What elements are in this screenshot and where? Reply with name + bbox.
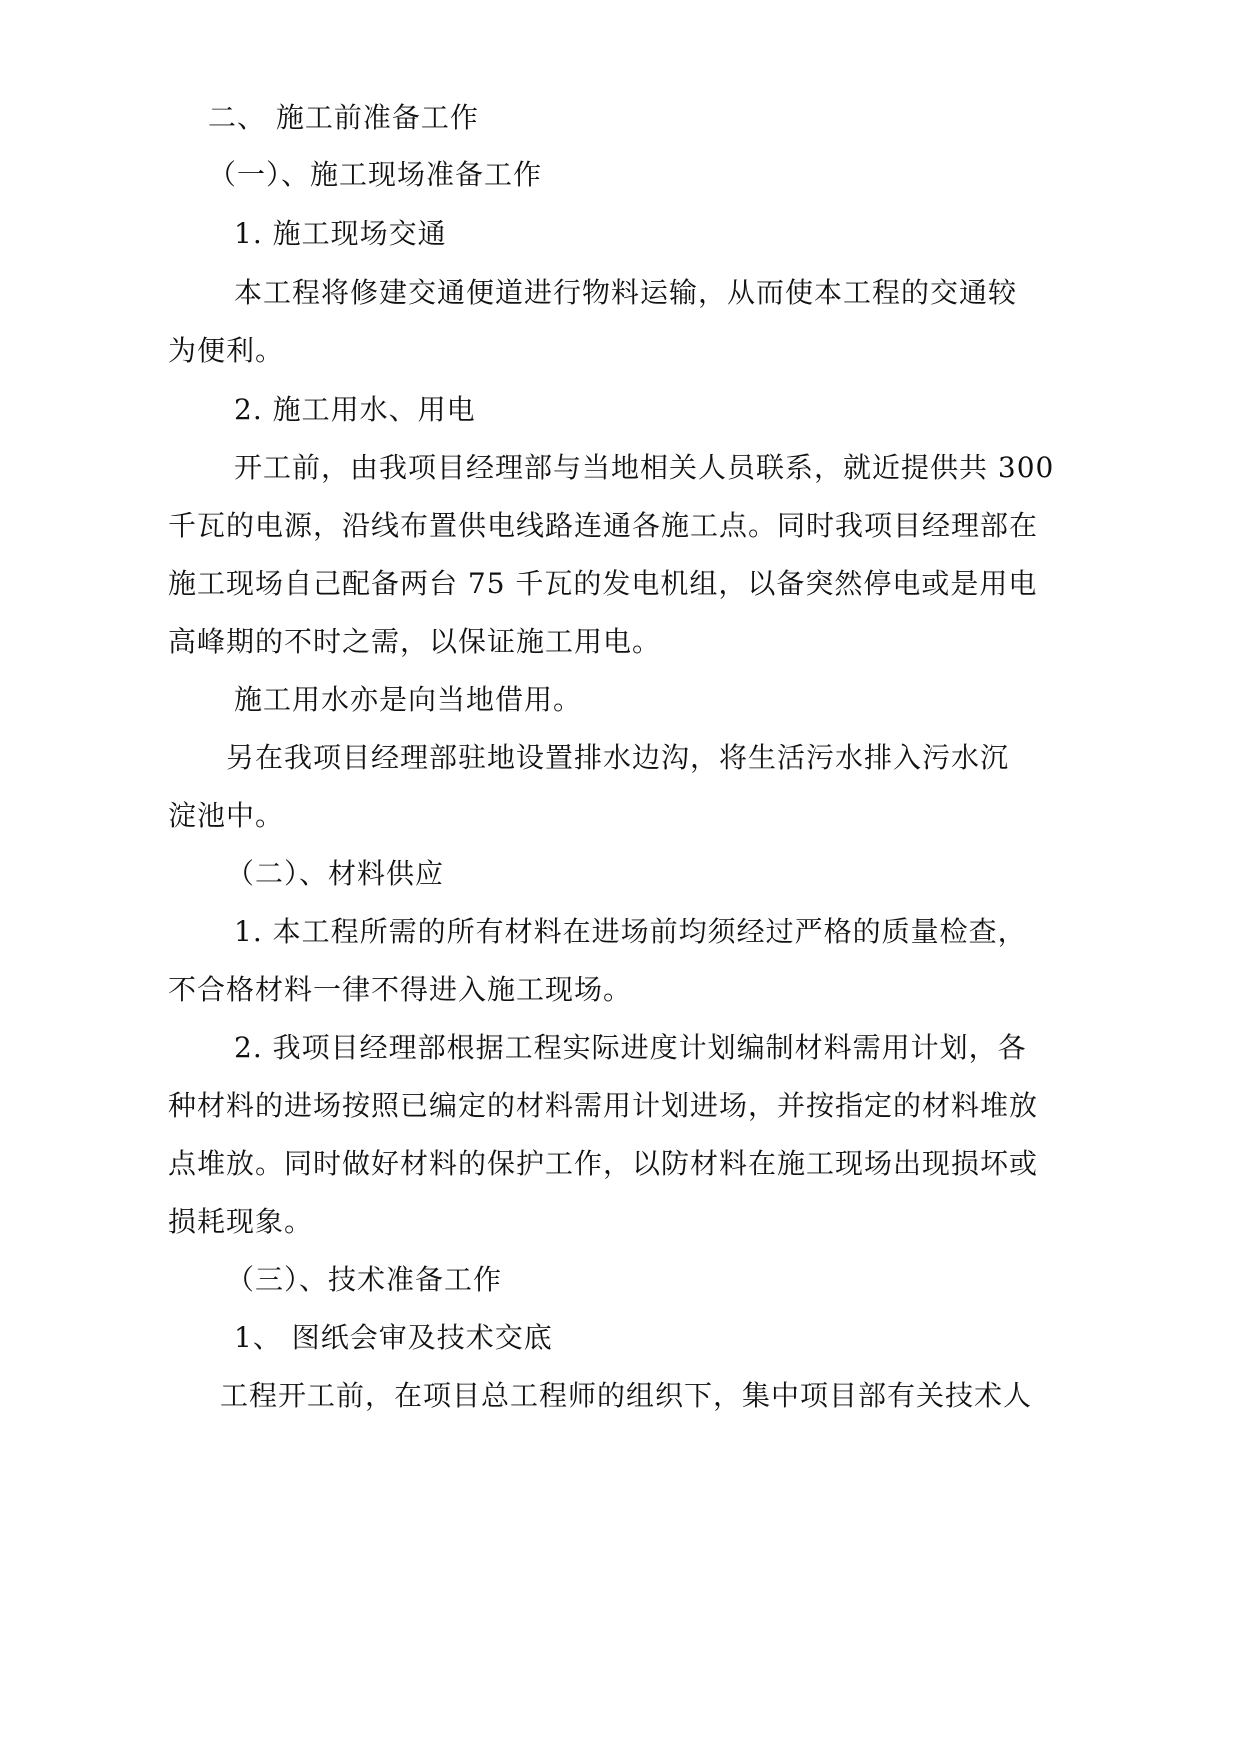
item-heading: 1. 施工现场交通 [234,217,447,250]
subsection-heading: （一）、施工现场准备工作 [208,158,543,191]
paragraph-line: 2. 我项目经理部根据工程实际进度计划编制材料需用计划，各 [234,1031,1027,1064]
paragraph-line: 1. 本工程所需的所有材料在进场前均须经过严格的质量检查， [234,915,1027,948]
subsection-heading: （三）、技术准备工作 [226,1263,503,1296]
paragraph-line: 施工现场自己配备两台 75 千瓦的发电机组，以备突然停电或是用电 [168,567,1038,600]
paragraph-line: 高峰期的不时之需，以保证施工用电。 [168,625,662,658]
paragraph-line: 点堆放。同时做好材料的保护工作，以防材料在施工现场出现损坏或 [168,1147,1039,1180]
item-heading: 1、 图纸会审及技术交底 [234,1321,553,1354]
paragraph-line: 损耗现象。 [168,1205,314,1238]
paragraph-line: 淀池中。 [168,799,285,832]
paragraph-line: 不合格材料一律不得进入施工现场。 [168,973,633,1006]
paragraph-line: 施工用水亦是向当地借用。 [234,683,583,716]
paragraph-line: 为便利。 [168,334,285,367]
paragraph-line: 种材料的进场按照已编定的材料需用计划进场，并按指定的材料堆放 [168,1089,1039,1122]
paragraph-line: 工程开工前，在项目总工程师的组织下，集中项目部有关技术人 [220,1379,1033,1412]
section-heading: 二、 施工前准备工作 [208,101,479,134]
paragraph-line: 另在我项目经理部驻地设置排水边沟，将生活污水排入污水沉 [226,741,1010,774]
subsection-heading: （二）、材料供应 [226,857,445,890]
paragraph-line: 千瓦的电源，沿线布置供电线路连通各施工点。同时我项目经理部在 [168,509,1039,542]
paragraph-line: 开工前，由我项目经理部与当地相关人员联系，就近提供共 300 [234,451,1055,484]
item-heading: 2. 施工用水、用电 [234,393,476,426]
paragraph-line: 本工程将修建交通便道进行物料运输，从而使本工程的交通较 [234,276,1018,309]
